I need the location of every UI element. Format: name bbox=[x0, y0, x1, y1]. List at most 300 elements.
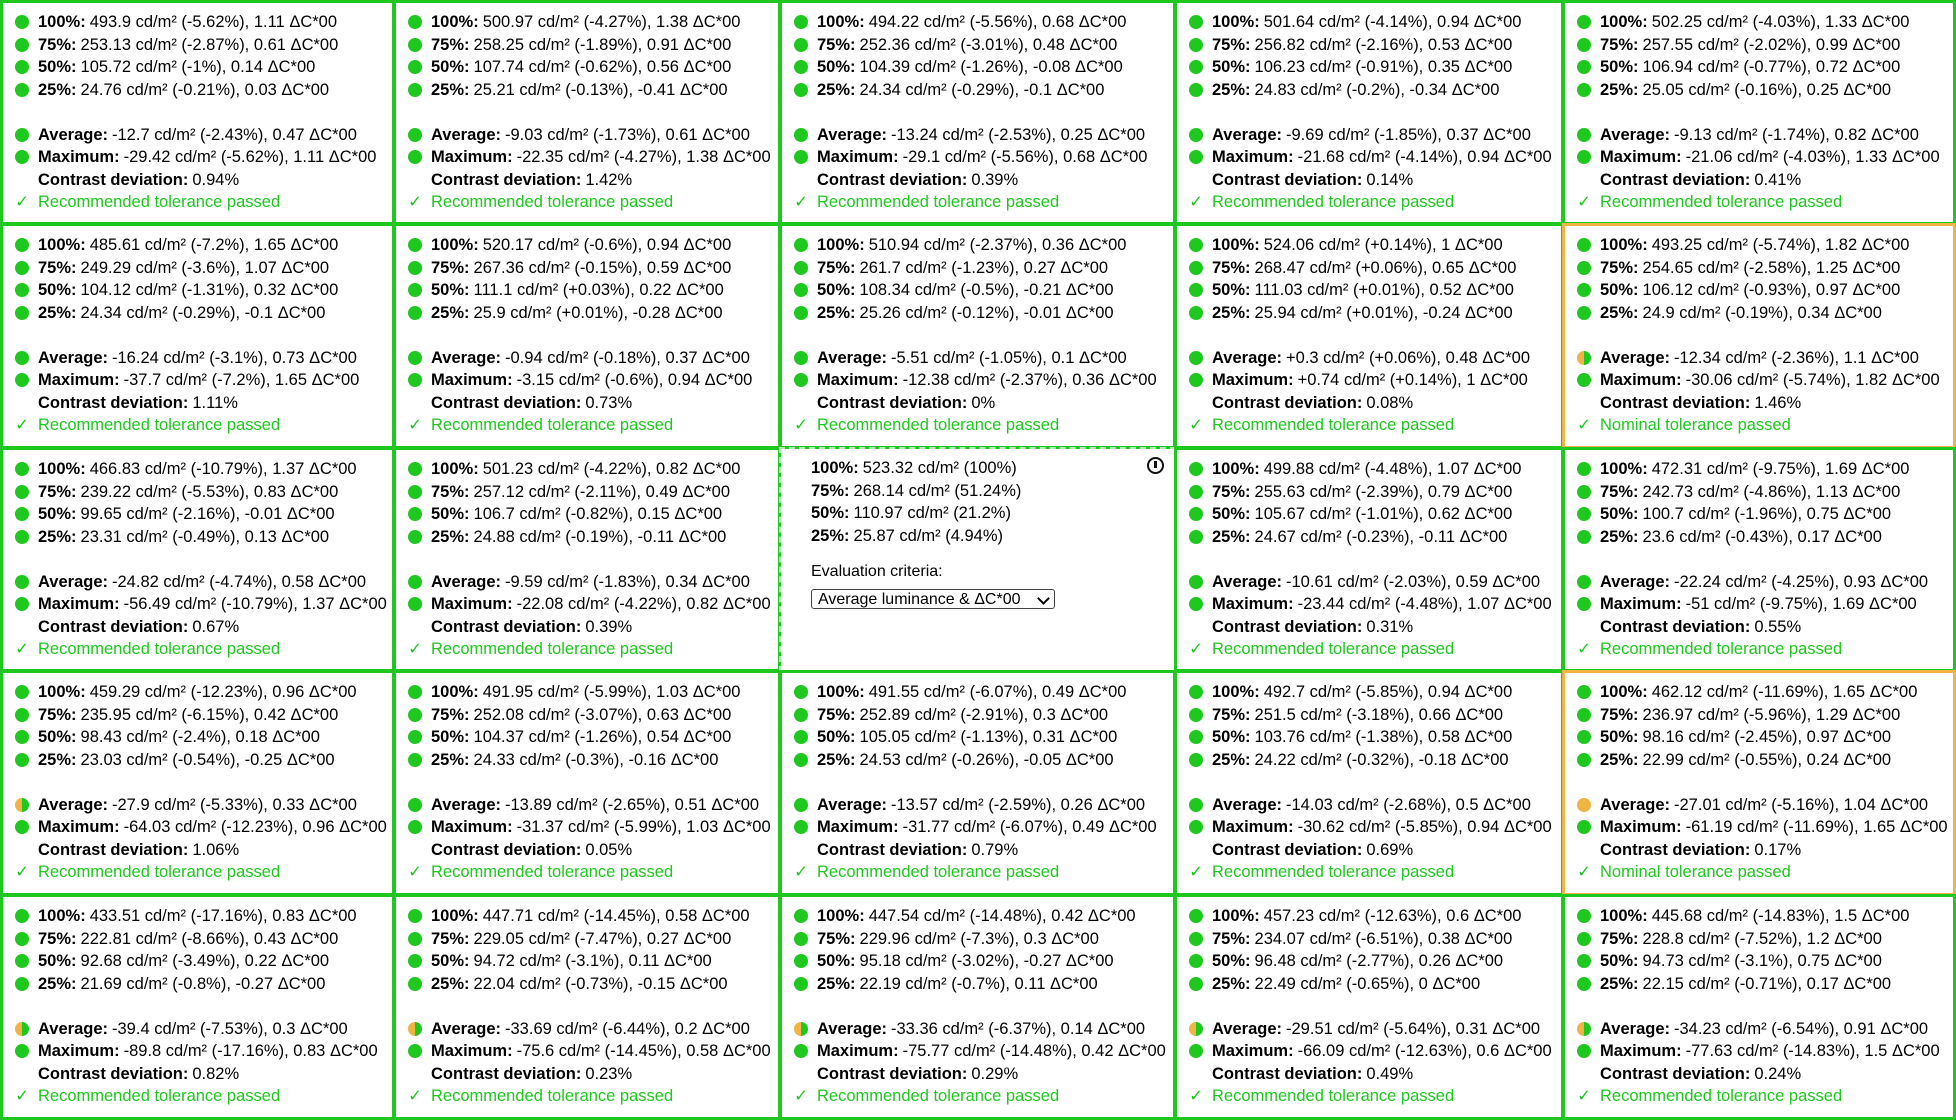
row-value: 252.89 cd/m² (-2.91%), 0.3 ΔC*00 bbox=[859, 706, 1109, 724]
row-value: 0.41% bbox=[1754, 171, 1802, 189]
check-icon: ✓ bbox=[408, 863, 422, 881]
row-label: Contrast deviation: bbox=[1600, 171, 1751, 189]
row-value: 23.6 cd/m² (-0.43%), 0.17 ΔC*00 bbox=[1642, 528, 1882, 546]
luminance-row-p50 bbox=[1189, 726, 1512, 748]
contrast-row bbox=[1577, 839, 1801, 861]
row-value: 104.37 cd/m² (-1.26%), 0.54 ΔC*00 bbox=[473, 728, 732, 746]
row-label: 25%: bbox=[817, 751, 856, 769]
row-label: 25%: bbox=[1212, 528, 1251, 546]
status-dot-icon bbox=[794, 708, 808, 722]
row-value: 222.81 cd/m² (-8.66%), 0.43 ΔC*00 bbox=[80, 930, 339, 948]
row-label: Average: bbox=[38, 126, 109, 144]
row-value: 0.82% bbox=[192, 1065, 240, 1083]
luminance-row-p100 bbox=[15, 234, 338, 256]
row-label: Contrast deviation: bbox=[431, 394, 582, 412]
contrast-row bbox=[1577, 169, 1801, 191]
row-label: 50%: bbox=[38, 58, 77, 76]
row-label: 100%: bbox=[1212, 460, 1260, 478]
row-label: Average: bbox=[1212, 796, 1283, 814]
tolerance-status bbox=[1577, 861, 1791, 883]
row-value: 106.94 cd/m² (-0.77%), 0.72 ΔC*00 bbox=[1642, 58, 1901, 76]
average-row bbox=[408, 347, 750, 369]
row-label: 75%: bbox=[817, 706, 856, 724]
row-label: 75%: bbox=[431, 930, 470, 948]
status-dot-icon bbox=[15, 798, 29, 812]
row-label: 75%: bbox=[38, 706, 77, 724]
row-label: 25%: bbox=[38, 528, 77, 546]
row-label: Maximum: bbox=[817, 818, 899, 836]
row-label: Average: bbox=[38, 349, 109, 367]
measurement-cell bbox=[0, 447, 395, 672]
row-value: 22.19 cd/m² (-0.7%), 0.11 ΔC*00 bbox=[859, 975, 1098, 993]
status-dot-icon bbox=[1189, 1022, 1203, 1036]
row-label: 100%: bbox=[431, 907, 479, 925]
row-value: 447.54 cd/m² (-14.48%), 0.42 ΔC*00 bbox=[868, 907, 1136, 925]
luminance-row-p75 bbox=[15, 34, 338, 56]
maximum-row bbox=[1577, 593, 1917, 615]
status-dot-icon bbox=[408, 283, 422, 297]
status-dot-icon bbox=[408, 485, 422, 499]
status-dot-icon bbox=[794, 83, 808, 97]
row-value: 466.83 cd/m² (-10.79%), 1.37 ΔC*00 bbox=[89, 460, 357, 478]
maximum-row bbox=[15, 816, 387, 838]
luminance-row-p50 bbox=[15, 503, 335, 525]
maximum-row bbox=[1189, 1040, 1552, 1062]
row-value: -31.37 cd/m² (-5.99%), 1.03 ΔC*00 bbox=[516, 818, 771, 836]
row-label: Maximum: bbox=[1212, 371, 1294, 389]
row-value: -23.44 cd/m² (-4.48%), 1.07 ΔC*00 bbox=[1297, 595, 1552, 613]
average-row bbox=[1577, 794, 1928, 816]
status-dot-icon bbox=[15, 708, 29, 722]
tolerance-status bbox=[408, 1085, 673, 1107]
reference-cell bbox=[779, 447, 1176, 672]
tolerance-text: Recommended tolerance passed bbox=[1212, 863, 1455, 881]
row-label: 50%: bbox=[817, 281, 856, 299]
status-dot-icon bbox=[408, 462, 422, 476]
contrast-row bbox=[1189, 1063, 1413, 1085]
row-value: 0.79% bbox=[971, 841, 1019, 859]
row-value: 22.04 cd/m² (-0.73%), -0.15 ΔC*00 bbox=[473, 975, 728, 993]
measurement-cell bbox=[0, 0, 395, 225]
row-value: -56.49 cd/m² (-10.79%), 1.37 ΔC*00 bbox=[123, 595, 387, 613]
tolerance-text: Recommended tolerance passed bbox=[431, 1087, 674, 1105]
luminance-row-p25 bbox=[794, 973, 1098, 995]
row-label: 100%: bbox=[431, 683, 479, 701]
status-dot-icon bbox=[1189, 150, 1203, 164]
status-dot-icon bbox=[408, 530, 422, 544]
status-dot-icon bbox=[1577, 462, 1591, 476]
average-row bbox=[794, 347, 1127, 369]
status-dot-icon bbox=[15, 373, 29, 387]
status-dot-icon bbox=[15, 1022, 29, 1036]
row-label: 100%: bbox=[1212, 236, 1260, 254]
status-dot-icon bbox=[1577, 1044, 1591, 1058]
check-icon: ✓ bbox=[794, 193, 808, 211]
luminance-row-p50 bbox=[1189, 56, 1512, 78]
row-value: 24.53 cd/m² (-0.26%), -0.05 ΔC*00 bbox=[859, 751, 1114, 769]
row-label: 25%: bbox=[38, 751, 77, 769]
row-label: Average: bbox=[38, 796, 109, 814]
tolerance-status bbox=[794, 191, 1059, 213]
average-row bbox=[1577, 124, 1919, 146]
tolerance-text: Recommended tolerance passed bbox=[817, 193, 1060, 211]
row-label: 100%: bbox=[817, 13, 865, 31]
row-label: 25%: bbox=[817, 304, 856, 322]
check-icon: ✓ bbox=[794, 416, 808, 434]
row-value: 103.76 cd/m² (-1.38%), 0.58 ΔC*00 bbox=[1254, 728, 1513, 746]
row-label: Contrast deviation: bbox=[817, 841, 968, 859]
status-dot-icon bbox=[1189, 373, 1203, 387]
status-dot-icon bbox=[1577, 798, 1591, 812]
row-label: Average: bbox=[817, 796, 888, 814]
luminance-row-p75 bbox=[408, 481, 730, 503]
status-dot-icon bbox=[1577, 954, 1591, 968]
status-dot-icon bbox=[1577, 150, 1591, 164]
maximum-row bbox=[408, 369, 752, 391]
evaluation-criteria-select[interactable] bbox=[811, 589, 1055, 609]
row-label: 50%: bbox=[1212, 58, 1251, 76]
row-value: 447.71 cd/m² (-14.45%), 0.58 ΔC*00 bbox=[482, 907, 750, 925]
row-label: Contrast deviation: bbox=[431, 171, 582, 189]
row-value: 445.68 cd/m² (-14.83%), 1.5 ΔC*00 bbox=[1651, 907, 1910, 925]
row-value: 523.32 cd/m² (100%) bbox=[862, 459, 1017, 477]
tolerance-status bbox=[794, 1085, 1059, 1107]
row-label: Contrast deviation: bbox=[1600, 394, 1751, 412]
luminance-row-p75 bbox=[15, 704, 338, 726]
luminance-row-p100 bbox=[1577, 905, 1909, 927]
check-icon: ✓ bbox=[1189, 193, 1203, 211]
luminance-row-p75 bbox=[15, 257, 329, 279]
tolerance-status bbox=[15, 414, 280, 436]
status-dot-icon bbox=[15, 507, 29, 521]
luminance-row-p75 bbox=[1189, 34, 1512, 56]
check-icon: ✓ bbox=[15, 416, 29, 434]
row-value: 499.88 cd/m² (-4.48%), 1.07 ΔC*00 bbox=[1263, 460, 1522, 478]
contrast-row bbox=[15, 392, 238, 414]
row-label: 100%: bbox=[1600, 907, 1648, 925]
row-label: 100%: bbox=[431, 236, 479, 254]
status-dot-icon bbox=[794, 730, 808, 744]
luminance-row-p25 bbox=[15, 526, 329, 548]
row-label: Maximum: bbox=[1212, 595, 1294, 613]
maximum-row bbox=[408, 593, 771, 615]
row-label: 25%: bbox=[431, 751, 470, 769]
row-label: 25%: bbox=[431, 81, 470, 99]
status-dot-icon bbox=[408, 575, 422, 589]
status-dot-icon bbox=[408, 60, 422, 74]
row-value: 0.67% bbox=[192, 618, 240, 636]
row-label: 50%: bbox=[1600, 281, 1639, 299]
tolerance-status bbox=[15, 1085, 280, 1107]
row-value: 1.06% bbox=[192, 841, 240, 859]
luminance-row-p100 bbox=[1577, 458, 1909, 480]
maximum-row bbox=[1577, 369, 1940, 391]
row-label: Average: bbox=[431, 796, 502, 814]
tolerance-text: Recommended tolerance passed bbox=[38, 1087, 281, 1105]
row-value: -33.69 cd/m² (-6.44%), 0.2 ΔC*00 bbox=[505, 1020, 750, 1038]
tolerance-status bbox=[1189, 191, 1454, 213]
luminance-row-p25 bbox=[794, 302, 1114, 324]
measurement-cell bbox=[1562, 447, 1956, 672]
luminance-row-p50 bbox=[408, 279, 724, 301]
row-value: -33.36 cd/m² (-6.37%), 0.14 ΔC*00 bbox=[891, 1020, 1146, 1038]
row-value: 22.49 cd/m² (-0.65%), 0 ΔC*00 bbox=[1254, 975, 1481, 993]
status-dot-icon bbox=[1577, 820, 1591, 834]
row-label: Contrast deviation: bbox=[431, 618, 582, 636]
row-label: Average: bbox=[1600, 796, 1671, 814]
luminance-row-p100 bbox=[15, 11, 337, 33]
tolerance-text: Recommended tolerance passed bbox=[1212, 640, 1455, 658]
status-dot-icon bbox=[1189, 954, 1203, 968]
status-dot-icon bbox=[794, 977, 808, 991]
row-label: Maximum: bbox=[431, 371, 513, 389]
status-dot-icon bbox=[794, 261, 808, 275]
contrast-row bbox=[794, 839, 1018, 861]
row-value: 24.9 cd/m² (-0.19%), 0.34 ΔC*00 bbox=[1642, 304, 1882, 322]
luminance-row-p50 bbox=[408, 950, 712, 972]
tolerance-status bbox=[15, 638, 280, 660]
status-dot-icon bbox=[1577, 261, 1591, 275]
row-label: 25%: bbox=[38, 81, 77, 99]
measurement-cell bbox=[1174, 670, 1564, 896]
row-value: 0.14% bbox=[1366, 171, 1414, 189]
row-value: 253.13 cd/m² (-2.87%), 0.61 ΔC*00 bbox=[80, 36, 339, 54]
row-value: -75.6 cd/m² (-14.45%), 0.58 ΔC*00 bbox=[516, 1042, 771, 1060]
maximum-row bbox=[794, 369, 1157, 391]
status-dot-icon bbox=[1189, 351, 1203, 365]
luminance-row-p100 bbox=[15, 681, 357, 703]
row-label: Contrast deviation: bbox=[431, 841, 582, 859]
measurement-cell bbox=[779, 0, 1176, 225]
row-label: 75%: bbox=[1212, 36, 1251, 54]
luminance-row-p25 bbox=[408, 302, 723, 324]
row-label: 100%: bbox=[1600, 460, 1648, 478]
tolerance-text: Recommended tolerance passed bbox=[817, 416, 1060, 434]
maximum-row bbox=[1577, 146, 1940, 168]
row-label: Maximum: bbox=[431, 818, 513, 836]
row-value: 99.65 cd/m² (-2.16%), -0.01 ΔC*00 bbox=[80, 505, 335, 523]
contrast-row bbox=[1577, 392, 1801, 414]
luminance-row-p50 bbox=[811, 502, 1011, 524]
contrast-row bbox=[408, 839, 632, 861]
row-value: 252.36 cd/m² (-3.01%), 0.48 ΔC*00 bbox=[859, 36, 1118, 54]
status-dot-icon bbox=[1577, 373, 1591, 387]
row-value: -9.69 cd/m² (-1.85%), 0.37 ΔC*00 bbox=[1286, 126, 1531, 144]
luminance-row-p100 bbox=[15, 458, 357, 480]
status-dot-icon bbox=[408, 1044, 422, 1058]
row-label: 25%: bbox=[1212, 81, 1251, 99]
luminance-row-p50 bbox=[1577, 56, 1900, 78]
status-dot-icon bbox=[1189, 977, 1203, 991]
row-value: 501.64 cd/m² (-4.14%), 0.94 ΔC*00 bbox=[1263, 13, 1522, 31]
average-row bbox=[794, 1018, 1145, 1040]
luminance-row-p75 bbox=[408, 704, 731, 726]
luminance-row-p100 bbox=[408, 11, 740, 33]
row-value: 25.94 cd/m² (+0.01%), -0.24 ΔC*00 bbox=[1254, 304, 1513, 322]
row-label: Maximum: bbox=[1600, 1042, 1682, 1060]
tolerance-status bbox=[1189, 638, 1454, 660]
status-dot-icon bbox=[15, 909, 29, 923]
row-value: 501.23 cd/m² (-4.22%), 0.82 ΔC*00 bbox=[482, 460, 741, 478]
row-label: Maximum: bbox=[1212, 818, 1294, 836]
measurement-cell bbox=[1174, 447, 1564, 672]
tolerance-status bbox=[15, 191, 280, 213]
row-label: 50%: bbox=[1212, 505, 1251, 523]
status-dot-icon bbox=[1189, 128, 1203, 142]
row-label: Average: bbox=[1600, 1020, 1671, 1038]
row-value: 0.08% bbox=[1366, 394, 1414, 412]
luminance-row-p75 bbox=[1189, 928, 1512, 950]
maximum-row bbox=[15, 146, 376, 168]
luminance-row-p75 bbox=[1189, 481, 1512, 503]
measurement-cell bbox=[1174, 894, 1564, 1120]
row-value: 24.67 cd/m² (-0.23%), -0.11 ΔC*00 bbox=[1254, 528, 1508, 546]
row-value: 252.08 cd/m² (-3.07%), 0.63 ΔC*00 bbox=[473, 706, 732, 724]
row-label: 100%: bbox=[817, 236, 865, 254]
luminance-row-p100 bbox=[1577, 681, 1917, 703]
luminance-row-p25 bbox=[15, 302, 325, 324]
status-dot-icon bbox=[408, 909, 422, 923]
row-label: Average: bbox=[1600, 126, 1671, 144]
row-value: 520.17 cd/m² (-0.6%), 0.94 ΔC*00 bbox=[482, 236, 732, 254]
luminance-row-p25 bbox=[811, 525, 1003, 547]
row-label: Maximum: bbox=[1212, 148, 1294, 166]
luminance-row-p75 bbox=[408, 257, 731, 279]
status-dot-icon bbox=[15, 351, 29, 365]
luminance-row-p50 bbox=[794, 279, 1114, 301]
row-value: 1.42% bbox=[585, 171, 633, 189]
row-value: -89.8 cd/m² (-17.16%), 0.83 ΔC*00 bbox=[123, 1042, 378, 1060]
row-label: Contrast deviation: bbox=[817, 171, 968, 189]
row-label: Maximum: bbox=[1600, 818, 1682, 836]
tolerance-text: Recommended tolerance passed bbox=[38, 863, 281, 881]
row-value: 25.05 cd/m² (-0.16%), 0.25 ΔC*00 bbox=[1642, 81, 1892, 99]
row-label: Maximum: bbox=[38, 148, 120, 166]
luminance-row-p25 bbox=[1189, 749, 1509, 771]
maximum-row bbox=[408, 816, 771, 838]
contrast-row bbox=[1189, 839, 1413, 861]
status-dot-icon bbox=[794, 1022, 808, 1036]
luminance-row-p25 bbox=[1577, 973, 1891, 995]
luminance-row-p75 bbox=[1577, 704, 1900, 726]
contrast-row bbox=[794, 1063, 1018, 1085]
luminance-row-p25 bbox=[1189, 973, 1480, 995]
status-dot-icon bbox=[1577, 507, 1591, 521]
luminance-row-p75 bbox=[1577, 34, 1900, 56]
tolerance-text: Recommended tolerance passed bbox=[1600, 640, 1843, 658]
status-dot-icon bbox=[1577, 283, 1591, 297]
row-value: 228.8 cd/m² (-7.52%), 1.2 ΔC*00 bbox=[1642, 930, 1882, 948]
row-value: 24.88 cd/m² (-0.19%), -0.11 ΔC*00 bbox=[473, 528, 727, 546]
row-label: 75%: bbox=[1600, 706, 1639, 724]
row-label: 50%: bbox=[811, 504, 850, 522]
average-row bbox=[1189, 124, 1531, 146]
status-dot-icon bbox=[1577, 351, 1591, 365]
row-value: 0.24% bbox=[1754, 1065, 1802, 1083]
row-value: 108.34 cd/m² (-0.5%), -0.21 ΔC*00 bbox=[859, 281, 1114, 299]
status-dot-icon bbox=[15, 306, 29, 320]
row-label: Contrast deviation: bbox=[1212, 618, 1363, 636]
luminance-row-p50 bbox=[1577, 503, 1891, 525]
status-dot-icon bbox=[1577, 530, 1591, 544]
luminance-row-p100 bbox=[15, 905, 357, 927]
row-label: 75%: bbox=[1600, 259, 1639, 277]
measurement-cell bbox=[779, 670, 1176, 896]
row-value: -37.7 cd/m² (-7.2%), 1.65 ΔC*00 bbox=[123, 371, 360, 389]
row-value: -13.89 cd/m² (-2.65%), 0.51 ΔC*00 bbox=[505, 796, 760, 814]
row-label: Average: bbox=[1212, 573, 1283, 591]
row-value: 24.76 cd/m² (-0.21%), 0.03 ΔC*00 bbox=[80, 81, 330, 99]
row-value: 268.47 cd/m² (+0.06%), 0.65 ΔC*00 bbox=[1254, 259, 1517, 277]
status-dot-icon bbox=[1577, 485, 1591, 499]
row-label: Average: bbox=[431, 349, 502, 367]
row-value: 0.69% bbox=[1366, 841, 1414, 859]
luminance-row-p25 bbox=[15, 973, 325, 995]
status-dot-icon bbox=[1577, 60, 1591, 74]
status-dot-icon bbox=[794, 373, 808, 387]
row-value: 106.7 cd/m² (-0.82%), 0.15 ΔC*00 bbox=[473, 505, 723, 523]
row-value: -9.03 cd/m² (-1.73%), 0.61 ΔC*00 bbox=[505, 126, 750, 144]
row-label: 100%: bbox=[1600, 683, 1648, 701]
row-value: 234.07 cd/m² (-6.51%), 0.38 ΔC*00 bbox=[1254, 930, 1513, 948]
tolerance-text: Recommended tolerance passed bbox=[1212, 193, 1455, 211]
status-dot-icon bbox=[1189, 820, 1203, 834]
row-value: 251.5 cd/m² (-3.18%), 0.66 ΔC*00 bbox=[1254, 706, 1504, 724]
maximum-row bbox=[15, 369, 359, 391]
status-dot-icon bbox=[794, 128, 808, 142]
row-label: 50%: bbox=[431, 281, 470, 299]
row-value: 106.12 cd/m² (-0.93%), 0.97 ΔC*00 bbox=[1642, 281, 1901, 299]
row-value: 258.25 cd/m² (-1.89%), 0.91 ΔC*00 bbox=[473, 36, 732, 54]
row-label: 100%: bbox=[817, 683, 865, 701]
row-value: -30.62 cd/m² (-5.85%), 0.94 ΔC*00 bbox=[1297, 818, 1552, 836]
status-dot-icon bbox=[794, 753, 808, 767]
tolerance-status bbox=[408, 414, 673, 436]
row-label: Maximum: bbox=[431, 1042, 513, 1060]
measurement-cell bbox=[779, 894, 1176, 1120]
status-dot-icon bbox=[408, 150, 422, 164]
row-label: Contrast deviation: bbox=[38, 841, 189, 859]
luminance-row-p50 bbox=[408, 503, 722, 525]
luminance-row-p75 bbox=[794, 257, 1108, 279]
row-value: -21.06 cd/m² (-4.03%), 1.33 ΔC*00 bbox=[1685, 148, 1940, 166]
measurement-cell bbox=[1562, 0, 1956, 225]
contrast-row bbox=[408, 169, 632, 191]
luminance-row-p50 bbox=[1577, 950, 1882, 972]
average-row bbox=[1189, 1018, 1540, 1040]
status-dot-icon bbox=[1189, 597, 1203, 611]
info-icon[interactable] bbox=[1147, 457, 1164, 474]
luminance-row-p50 bbox=[1189, 279, 1514, 301]
status-dot-icon bbox=[1189, 730, 1203, 744]
row-value: -21.68 cd/m² (-4.14%), 0.94 ΔC*00 bbox=[1297, 148, 1552, 166]
row-label: Contrast deviation: bbox=[817, 1065, 968, 1083]
tolerance-text: Recommended tolerance passed bbox=[431, 863, 674, 881]
luminance-row-p100 bbox=[794, 234, 1126, 256]
maximum-row bbox=[794, 816, 1157, 838]
row-value: 256.82 cd/m² (-2.16%), 0.53 ΔC*00 bbox=[1254, 36, 1513, 54]
contrast-row bbox=[1189, 616, 1413, 638]
row-label: 25%: bbox=[1600, 304, 1639, 322]
status-dot-icon bbox=[408, 261, 422, 275]
status-dot-icon bbox=[1189, 909, 1203, 923]
row-label: 50%: bbox=[817, 58, 856, 76]
status-dot-icon bbox=[408, 977, 422, 991]
row-label: Average: bbox=[431, 1020, 502, 1038]
maximum-row bbox=[15, 593, 387, 615]
luminance-row-p100 bbox=[794, 11, 1126, 33]
measurement-cell bbox=[1174, 0, 1564, 225]
